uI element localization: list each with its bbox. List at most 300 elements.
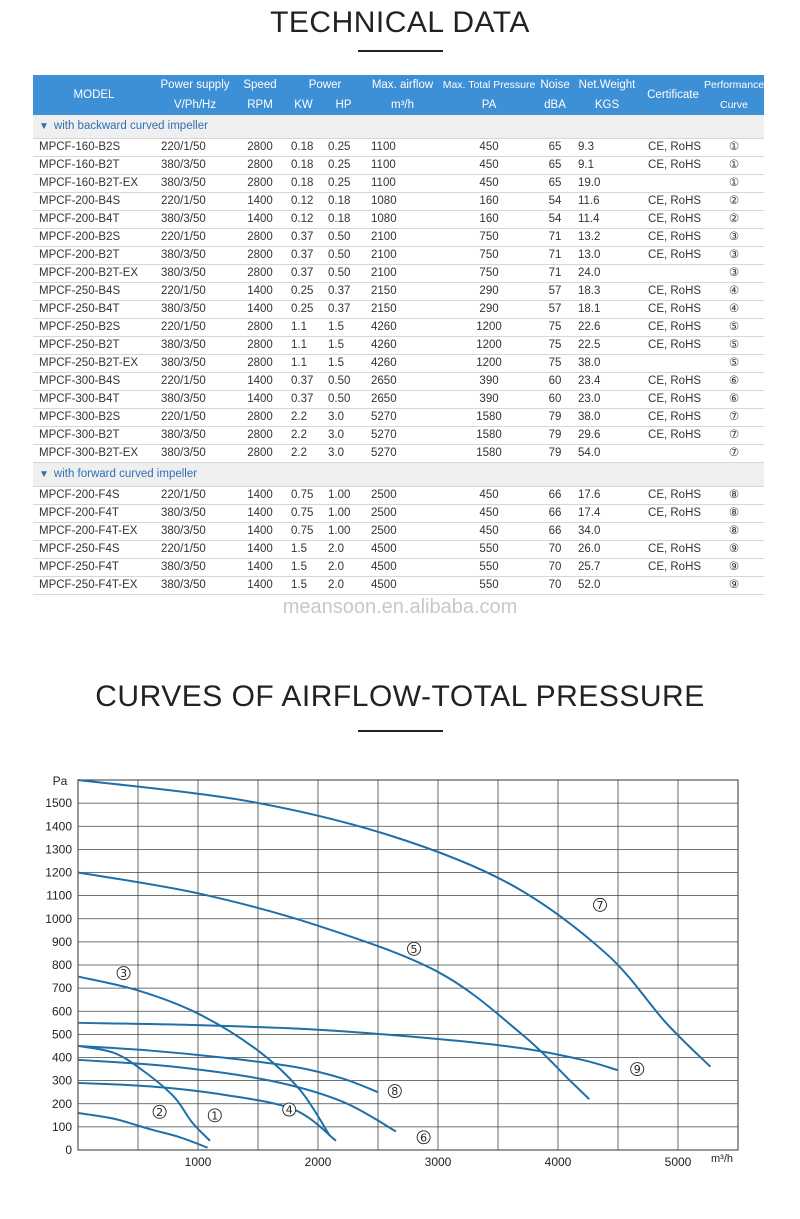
cell-noise: 70 (538, 559, 572, 577)
y-tick-label: 300 (51, 1073, 72, 1088)
cell-weight: 18.1 (572, 301, 642, 319)
cell-certificate: CE, RoHS (642, 391, 704, 409)
cell-curve: ⑥ (704, 391, 764, 409)
header-power: Power (285, 75, 365, 95)
cell-weight: 34.0 (572, 523, 642, 541)
cell-speed: 1400 (235, 505, 285, 523)
cell-kw: 0.37 (285, 391, 322, 409)
cell-power-supply: 380/3/50 (155, 355, 235, 373)
group-label: ▼ with forward curved impeller (33, 463, 764, 487)
cell-curve: ④ (704, 301, 764, 319)
cell-pressure: 1200 (440, 337, 538, 355)
cell-power-supply: 380/3/50 (155, 445, 235, 463)
cell-pressure: 290 (440, 283, 538, 301)
cell-airflow: 5270 (365, 445, 440, 463)
table-row (33, 373, 764, 391)
cell-pressure: 550 (440, 577, 538, 595)
cell-speed: 1400 (235, 211, 285, 229)
cell-curve: ① (704, 139, 764, 157)
table-row (33, 229, 764, 247)
cell-certificate (642, 523, 704, 541)
cell-airflow: 2650 (365, 373, 440, 391)
x-axis-label: m³/h (711, 1153, 733, 1165)
cell-weight: 17.6 (572, 487, 642, 505)
cell-kw: 2.2 (285, 427, 322, 445)
cell-airflow: 1100 (365, 157, 440, 175)
cell-weight: 13.2 (572, 229, 642, 247)
cell-hp: 3.0 (322, 409, 365, 427)
cell-certificate: CE, RoHS (642, 505, 704, 523)
cell-airflow: 4500 (365, 559, 440, 577)
table-row (33, 427, 764, 445)
curve-label: 6 (420, 1131, 428, 1145)
cell-curve: ③ (704, 247, 764, 265)
cell-pressure: 750 (440, 265, 538, 283)
y-tick-label: 500 (51, 1027, 72, 1042)
cell-hp: 0.18 (322, 193, 365, 211)
cell-power-supply: 380/3/50 (155, 505, 235, 523)
cell-airflow: 2500 (365, 487, 440, 505)
cell-power-supply: 220/1/50 (155, 487, 235, 505)
cell-weight: 52.0 (572, 577, 642, 595)
cell-airflow: 4260 (365, 355, 440, 373)
table-row (33, 301, 764, 319)
cell-curve: ② (704, 211, 764, 229)
cell-certificate (642, 265, 704, 283)
cell-noise: 54 (538, 193, 572, 211)
cell-curve: ⑨ (704, 559, 764, 577)
cell-speed: 2800 (235, 175, 285, 193)
cell-airflow: 2150 (365, 301, 440, 319)
cell-weight: 24.0 (572, 265, 642, 283)
cell-airflow: 5270 (365, 427, 440, 445)
cell-curve: ① (704, 157, 764, 175)
cell-hp: 3.0 (322, 445, 365, 463)
table-row (33, 391, 764, 409)
table-row (33, 175, 764, 193)
y-tick-label: 1100 (46, 888, 72, 903)
cell-power-supply: 380/3/50 (155, 559, 235, 577)
cell-noise: 60 (538, 373, 572, 391)
cell-model: MPCF-250-B4S (33, 283, 155, 301)
group-label: ▼ with backward curved impeller (33, 115, 764, 139)
y-tick-label: 400 (51, 1050, 72, 1065)
cell-kw: 2.2 (285, 409, 322, 427)
cell-curve: ④ (704, 283, 764, 301)
cell-speed: 2800 (235, 319, 285, 337)
cell-airflow: 2650 (365, 391, 440, 409)
cell-kw: 0.37 (285, 229, 322, 247)
curve-label: 3 (120, 967, 128, 981)
cell-weight: 13.0 (572, 247, 642, 265)
cell-hp: 0.50 (322, 391, 365, 409)
cell-weight: 11.4 (572, 211, 642, 229)
cell-airflow: 1080 (365, 193, 440, 211)
cell-airflow: 4500 (365, 577, 440, 595)
cell-power-supply: 220/1/50 (155, 229, 235, 247)
cell-model: MPCF-250-B2T (33, 337, 155, 355)
cell-speed: 1400 (235, 523, 285, 541)
y-tick-label: 1400 (45, 819, 72, 834)
header-airflow: Max. airflow (365, 75, 440, 95)
header-curve-unit: Curve (704, 95, 764, 115)
table-row (33, 265, 764, 283)
table-row (33, 211, 764, 229)
cell-certificate: CE, RoHS (642, 427, 704, 445)
cell-model: MPCF-160-B2S (33, 139, 155, 157)
curve-label: 4 (285, 1103, 293, 1117)
cell-weight: 9.1 (572, 157, 642, 175)
cell-model: MPCF-250-F4T-EX (33, 577, 155, 595)
cell-model: MPCF-200-F4T (33, 505, 155, 523)
title-underline (358, 730, 443, 732)
curve-label: 8 (391, 1085, 399, 1099)
cell-noise: 54 (538, 211, 572, 229)
cell-hp: 0.50 (322, 247, 365, 265)
cell-power-supply: 220/1/50 (155, 409, 235, 427)
cell-model: MPCF-300-B2S (33, 409, 155, 427)
y-tick-label: 1200 (45, 865, 72, 880)
cell-power-supply: 380/3/50 (155, 211, 235, 229)
cell-model: MPCF-250-B2T-EX (33, 355, 155, 373)
cell-hp: 0.50 (322, 229, 365, 247)
cell-model: MPCF-160-B2T-EX (33, 175, 155, 193)
cell-model: MPCF-200-B4S (33, 193, 155, 211)
cell-speed: 2800 (235, 157, 285, 175)
cell-hp: 2.0 (322, 577, 365, 595)
cell-pressure: 550 (440, 541, 538, 559)
cell-curve: ① (704, 175, 764, 193)
header-pressure: Max. Total Pressure (440, 75, 538, 95)
cell-kw: 0.12 (285, 211, 322, 229)
cell-noise: 75 (538, 355, 572, 373)
cell-curve: ⑤ (704, 337, 764, 355)
cell-model: MPCF-250-B2S (33, 319, 155, 337)
cell-hp: 1.5 (322, 319, 365, 337)
cell-certificate (642, 445, 704, 463)
curve-label: 9 (633, 1063, 641, 1077)
cell-power-supply: 220/1/50 (155, 373, 235, 391)
cell-certificate: CE, RoHS (642, 247, 704, 265)
cell-speed: 1400 (235, 559, 285, 577)
cell-power-supply: 220/1/50 (155, 319, 235, 337)
cell-kw: 2.2 (285, 445, 322, 463)
cell-speed: 2800 (235, 247, 285, 265)
table-row (33, 577, 764, 595)
cell-hp: 2.0 (322, 559, 365, 577)
header-model: MODEL (33, 75, 155, 115)
cell-speed: 1400 (235, 301, 285, 319)
group-header (33, 115, 764, 139)
cell-hp: 0.18 (322, 211, 365, 229)
cell-noise: 57 (538, 301, 572, 319)
cell-curve: ⑤ (704, 319, 764, 337)
cell-noise: 75 (538, 319, 572, 337)
cell-hp: 1.00 (322, 487, 365, 505)
curve-label: 7 (596, 898, 604, 912)
header-speed: Speed (235, 75, 285, 95)
cell-model: MPCF-200-B4T (33, 211, 155, 229)
cell-power-supply: 380/3/50 (155, 157, 235, 175)
cell-speed: 2800 (235, 409, 285, 427)
header-airflow-unit: m³/h (365, 95, 440, 115)
cell-pressure: 450 (440, 505, 538, 523)
airflow-pressure-chart (0, 760, 800, 1180)
cell-certificate (642, 355, 704, 373)
cell-certificate: CE, RoHS (642, 541, 704, 559)
cell-kw: 0.18 (285, 157, 322, 175)
cell-pressure: 750 (440, 229, 538, 247)
cell-hp: 1.00 (322, 505, 365, 523)
cell-power-supply: 380/3/50 (155, 427, 235, 445)
cell-noise: 71 (538, 265, 572, 283)
cell-certificate: CE, RoHS (642, 337, 704, 355)
cell-pressure: 1200 (440, 355, 538, 373)
cell-airflow: 1100 (365, 175, 440, 193)
y-axis-label: Pa (52, 774, 68, 788)
cell-hp: 3.0 (322, 427, 365, 445)
cell-pressure: 1200 (440, 319, 538, 337)
cell-pressure: 290 (440, 301, 538, 319)
curve-label: 1 (211, 1109, 219, 1123)
cell-certificate: CE, RoHS (642, 211, 704, 229)
cell-pressure: 390 (440, 391, 538, 409)
cell-kw: 1.5 (285, 541, 322, 559)
cell-kw: 1.5 (285, 559, 322, 577)
cell-pressure: 450 (440, 175, 538, 193)
cell-power-supply: 380/3/50 (155, 577, 235, 595)
cell-certificate: CE, RoHS (642, 409, 704, 427)
header-hp: HP (322, 95, 365, 115)
cell-curve: ⑧ (704, 523, 764, 541)
curves-title: CURVES OF AIRFLOW-TOTAL PRESSURE (95, 680, 705, 713)
cell-weight: 18.3 (572, 283, 642, 301)
cell-kw: 0.18 (285, 139, 322, 157)
cell-power-supply: 380/3/50 (155, 337, 235, 355)
cell-speed: 2800 (235, 265, 285, 283)
cell-certificate: CE, RoHS (642, 373, 704, 391)
technical-data-title: TECHNICAL DATA (270, 6, 530, 39)
cell-model: MPCF-300-B2T-EX (33, 445, 155, 463)
cell-kw: 1.1 (285, 355, 322, 373)
cell-pressure: 450 (440, 157, 538, 175)
cell-weight: 23.0 (572, 391, 642, 409)
cell-weight: 29.6 (572, 427, 642, 445)
header-power-supply: Power supply (155, 75, 235, 95)
y-tick-label: 0 (65, 1143, 72, 1157)
cell-power-supply: 220/1/50 (155, 541, 235, 559)
y-tick-label: 200 (51, 1096, 72, 1111)
cell-curve: ⑨ (704, 577, 764, 595)
x-tick-label: 5000 (664, 1155, 692, 1169)
cell-curve: ③ (704, 265, 764, 283)
cell-kw: 0.75 (285, 505, 322, 523)
cell-speed: 1400 (235, 487, 285, 505)
y-tick-label: 900 (51, 934, 72, 949)
y-tick-label: 100 (51, 1119, 72, 1134)
technical-data-table (33, 75, 764, 595)
cell-speed: 1400 (235, 373, 285, 391)
watermark-text: meansoon.en.alibaba.com (282, 596, 518, 618)
cell-speed: 1400 (235, 391, 285, 409)
cell-curve: ② (704, 193, 764, 211)
cell-weight: 25.7 (572, 559, 642, 577)
cell-curve: ⑧ (704, 505, 764, 523)
table-row (33, 139, 764, 157)
cell-hp: 0.25 (322, 175, 365, 193)
cell-kw: 0.25 (285, 301, 322, 319)
y-tick-label: 800 (51, 958, 72, 972)
cell-model: MPCF-200-F4S (33, 487, 155, 505)
cell-curve: ⑤ (704, 355, 764, 373)
cell-airflow: 5270 (365, 409, 440, 427)
cell-power-supply: 380/3/50 (155, 523, 235, 541)
header-pressure-unit: PA (440, 95, 538, 115)
cell-speed: 2800 (235, 445, 285, 463)
header-weight-unit: KGS (572, 95, 642, 115)
cell-airflow: 2100 (365, 265, 440, 283)
cell-pressure: 450 (440, 139, 538, 157)
curve-label: 2 (156, 1105, 164, 1119)
cell-weight: 23.4 (572, 373, 642, 391)
table-body (33, 115, 764, 595)
cell-certificate: CE, RoHS (642, 487, 704, 505)
triangle-down-icon: ▼ (39, 121, 49, 132)
cell-curve: ⑧ (704, 487, 764, 505)
cell-kw: 0.37 (285, 373, 322, 391)
table-row (33, 337, 764, 355)
cell-kw: 0.18 (285, 175, 322, 193)
cell-curve: ⑦ (704, 409, 764, 427)
cell-kw: 1.1 (285, 319, 322, 337)
table-row (33, 445, 764, 463)
cell-curve: ⑨ (704, 541, 764, 559)
cell-kw: 0.25 (285, 283, 322, 301)
cell-hp: 1.00 (322, 523, 365, 541)
cell-model: MPCF-200-B2T (33, 247, 155, 265)
cell-kw: 0.12 (285, 193, 322, 211)
cell-certificate: CE, RoHS (642, 193, 704, 211)
cell-speed: 2800 (235, 337, 285, 355)
cell-pressure: 1580 (440, 409, 538, 427)
header-kw: KW (285, 95, 322, 115)
table-row (33, 193, 764, 211)
header-certificate: Certificate (642, 75, 704, 115)
cell-power-supply: 380/3/50 (155, 391, 235, 409)
cell-model: MPCF-250-F4T (33, 559, 155, 577)
cell-noise: 79 (538, 427, 572, 445)
cell-power-supply: 220/1/50 (155, 139, 235, 157)
cell-hp: 0.37 (322, 283, 365, 301)
cell-noise: 70 (538, 577, 572, 595)
cell-certificate: CE, RoHS (642, 139, 704, 157)
cell-pressure: 160 (440, 193, 538, 211)
cell-certificate (642, 175, 704, 193)
cell-kw: 0.37 (285, 265, 322, 283)
table-row (33, 541, 764, 559)
cell-noise: 65 (538, 175, 572, 193)
cell-noise: 71 (538, 247, 572, 265)
cell-pressure: 160 (440, 211, 538, 229)
cell-airflow: 2100 (365, 229, 440, 247)
y-tick-label: 600 (51, 1004, 72, 1019)
cell-hp: 0.25 (322, 139, 365, 157)
cell-certificate: CE, RoHS (642, 559, 704, 577)
cell-weight: 38.0 (572, 355, 642, 373)
cell-hp: 0.25 (322, 157, 365, 175)
cell-curve: ⑦ (704, 445, 764, 463)
cell-certificate (642, 577, 704, 595)
cell-airflow: 1100 (365, 139, 440, 157)
y-tick-label: 700 (51, 981, 72, 996)
cell-speed: 2800 (235, 139, 285, 157)
table-row (33, 523, 764, 541)
table-row (33, 283, 764, 301)
cell-kw: 0.37 (285, 247, 322, 265)
cell-model: MPCF-160-B2T (33, 157, 155, 175)
cell-speed: 1400 (235, 193, 285, 211)
x-tick-label: 4000 (544, 1155, 572, 1169)
cell-pressure: 450 (440, 523, 538, 541)
cell-model: MPCF-200-B2S (33, 229, 155, 247)
cell-pressure: 550 (440, 559, 538, 577)
cell-airflow: 4260 (365, 319, 440, 337)
table-row (33, 559, 764, 577)
cell-pressure: 1580 (440, 427, 538, 445)
cell-noise: 57 (538, 283, 572, 301)
cell-noise: 71 (538, 229, 572, 247)
cell-power-supply: 220/1/50 (155, 283, 235, 301)
cell-hp: 0.50 (322, 265, 365, 283)
cell-noise: 70 (538, 541, 572, 559)
header-noise-unit: dBA (538, 95, 572, 115)
cell-certificate: CE, RoHS (642, 157, 704, 175)
cell-curve: ③ (704, 229, 764, 247)
cell-weight: 26.0 (572, 541, 642, 559)
cell-pressure: 750 (440, 247, 538, 265)
cell-speed: 2800 (235, 355, 285, 373)
cell-hp: 0.50 (322, 373, 365, 391)
y-tick-label: 1300 (45, 842, 72, 857)
triangle-down-icon: ▼ (39, 469, 49, 480)
cell-pressure: 390 (440, 373, 538, 391)
cell-noise: 75 (538, 337, 572, 355)
x-tick-label: 2000 (304, 1155, 332, 1169)
header-curve: Performance (704, 75, 764, 95)
cell-model: MPCF-200-B2T-EX (33, 265, 155, 283)
cell-noise: 65 (538, 157, 572, 175)
cell-curve: ⑦ (704, 427, 764, 445)
cell-hp: 1.5 (322, 337, 365, 355)
cell-noise: 65 (538, 139, 572, 157)
cell-power-supply: 220/1/50 (155, 193, 235, 211)
cell-weight: 11.6 (572, 193, 642, 211)
cell-kw: 1.5 (285, 577, 322, 595)
cell-certificate: CE, RoHS (642, 283, 704, 301)
cell-model: MPCF-300-B4S (33, 373, 155, 391)
cell-certificate: CE, RoHS (642, 301, 704, 319)
y-tick-label: 1500 (45, 796, 72, 811)
header-power-supply-unit: V/Ph/Hz (155, 95, 235, 115)
cell-hp: 1.5 (322, 355, 365, 373)
cell-speed: 2800 (235, 229, 285, 247)
cell-airflow: 2150 (365, 283, 440, 301)
cell-weight: 9.3 (572, 139, 642, 157)
header-speed-unit: RPM (235, 95, 285, 115)
cell-airflow: 2500 (365, 523, 440, 541)
cell-airflow: 2500 (365, 505, 440, 523)
title-underline (358, 50, 443, 52)
